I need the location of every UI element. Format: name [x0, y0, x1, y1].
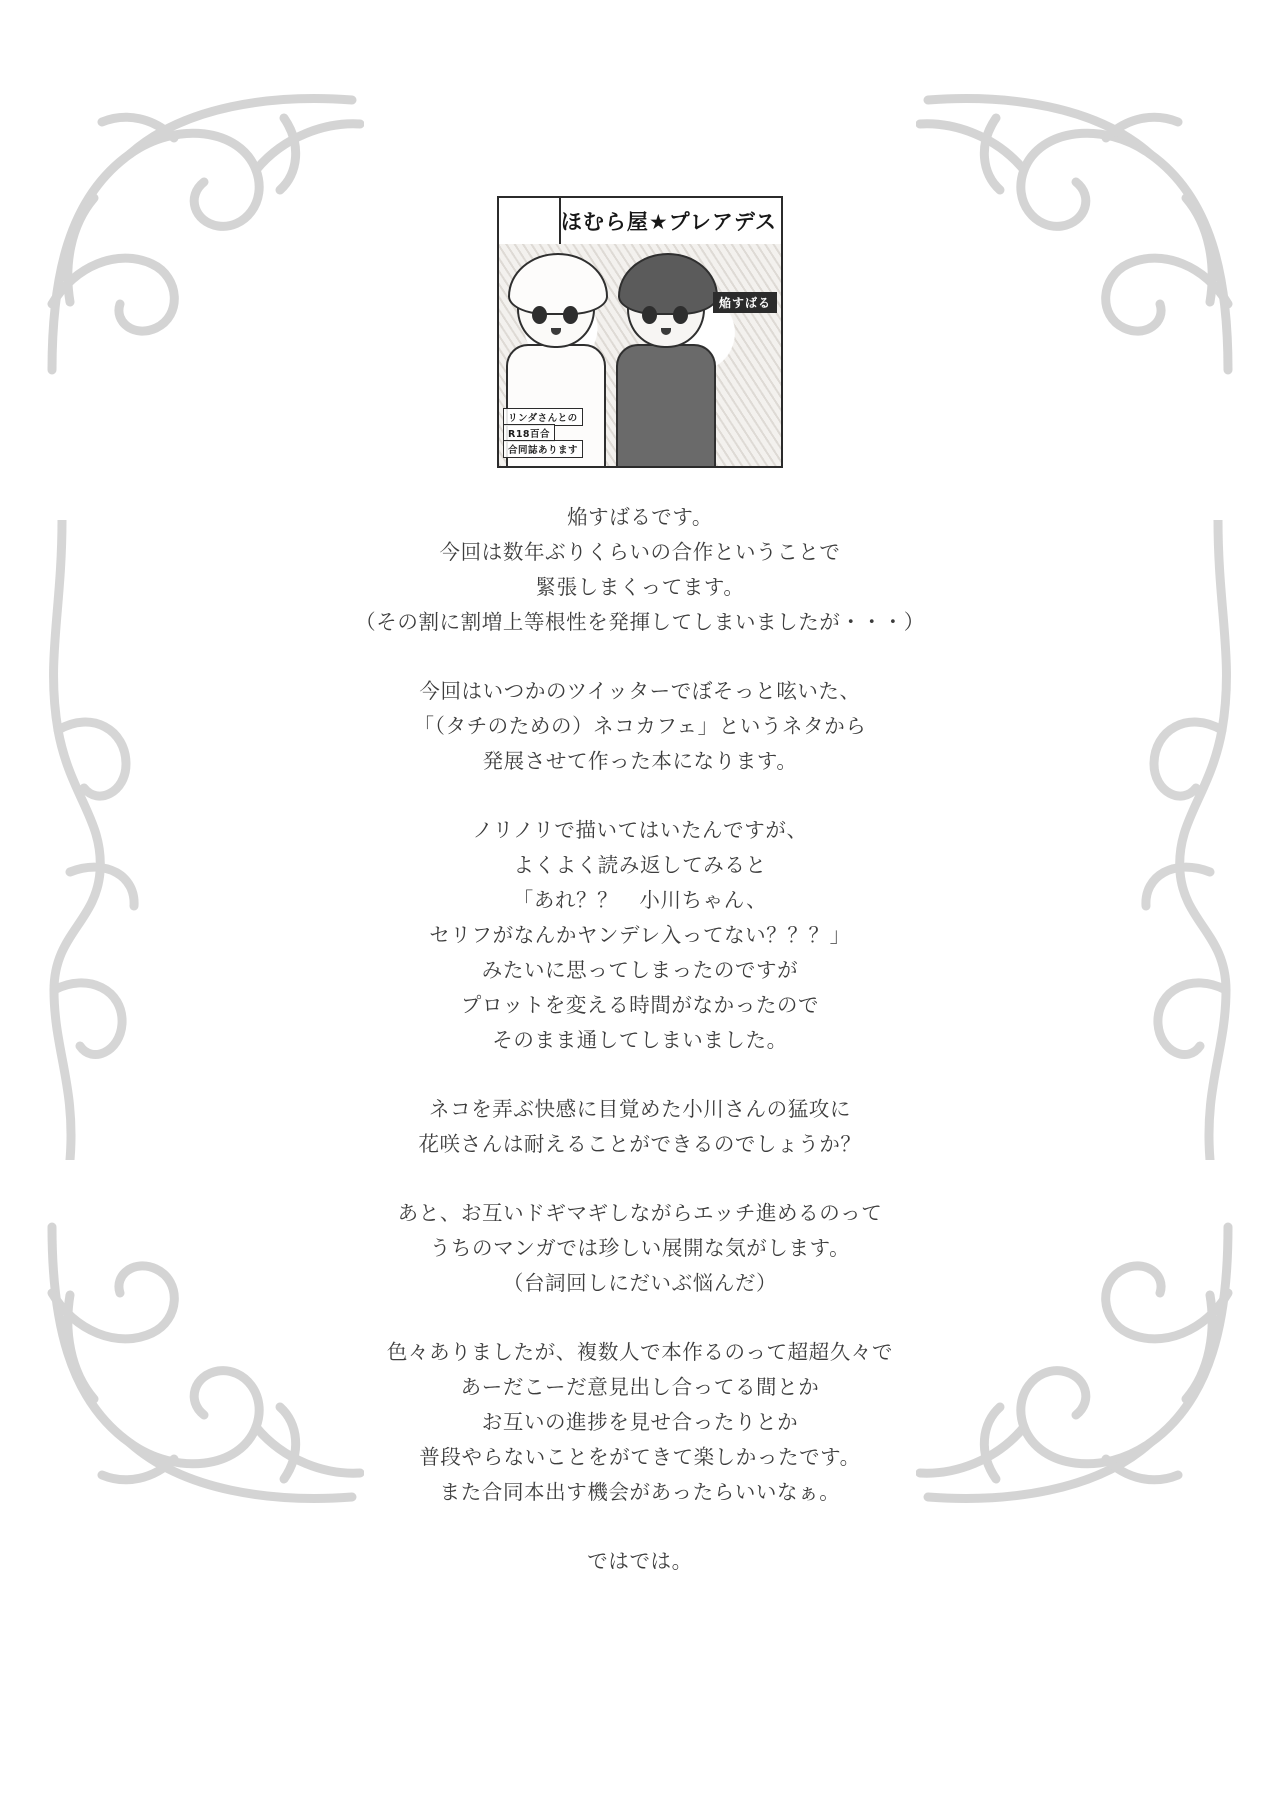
cover-artwork — [499, 244, 781, 466]
figure-mouth — [661, 328, 671, 335]
afterword-line: 今回はいつかのツイッターでぼそっと呟いた、 — [419, 679, 861, 703]
afterword-line: あーだこーだ意見出し合ってる間とか — [460, 1375, 820, 1399]
cover-titlebar — [499, 198, 781, 246]
afterword-line: （その割に割増上等根性を発揮してしまいましたが・・・） — [355, 610, 925, 634]
afterword-paragraph — [0, 1335, 1280, 1510]
afterword-line: また合同本出す機会があったらいいなぁ。 — [439, 1480, 841, 1504]
afterword-text — [0, 500, 1280, 1579]
afterword-line: 色々ありましたが、複数人で本作るのって超超久々で — [386, 1340, 894, 1364]
afterword-line: 「（タチのための）ネコカフェ」というネタから — [413, 714, 867, 738]
cover-figure-right — [627, 264, 716, 466]
cover-tag-line-2: R18百合 — [503, 424, 555, 442]
afterword-paragraph — [0, 1196, 1280, 1301]
afterword-line: うちのマンガでは珍しい展開な気がします。 — [429, 1236, 851, 1260]
figure-eye-left — [532, 306, 547, 324]
figure-head — [627, 264, 705, 348]
afterword-line: 発展させて作った本になります。 — [482, 749, 798, 773]
afterword-line: （台詞回しにだいぶ悩んだ） — [502, 1271, 778, 1295]
afterword-line: プロットを変える時間がなかったので — [460, 993, 820, 1017]
figure-head — [517, 264, 595, 348]
afterword-line: ネコを弄ぶ快感に目覚めた小川さんの猛攻に — [429, 1097, 851, 1121]
cover-tag-line-3: 合同誌あります — [503, 440, 583, 458]
figure-hair — [618, 253, 718, 315]
afterword-line: あと、お互いドギマギしながらエッチ進めるのって — [397, 1201, 883, 1225]
corner-ornament-top-left — [34, 78, 364, 378]
afterword-line: セリフがなんかヤンデレ入ってない？？？」 — [429, 923, 851, 947]
afterword-line: お互いの進捗を見せ合ったりとか — [481, 1410, 799, 1434]
afterword-line: みたいに思ってしまったのですが — [481, 958, 799, 982]
figure-eye-right — [563, 306, 578, 324]
afterword-line: 緊張しまくってます。 — [535, 575, 745, 599]
figure-eye-left — [642, 306, 657, 324]
afterword-line: 焔すばるです。 — [567, 505, 713, 529]
cover-tag-line-1: リンダさんとの — [503, 408, 583, 426]
afterword-paragraph — [0, 1544, 1280, 1579]
circle-title: ほむら屋★プレアデス — [560, 210, 777, 234]
figure-eye-right — [673, 306, 688, 324]
afterword-line: 花咲さんは耐えることができるのでしょうか？ — [418, 1132, 862, 1156]
cover-author-badge: 焔すばる — [713, 292, 777, 313]
afterword-paragraph — [0, 813, 1280, 1058]
cover-title-blank-box — [499, 198, 561, 244]
afterword-line: 普段やらないことをがてきて楽しかったです。 — [419, 1445, 861, 1469]
figure-body — [616, 344, 716, 466]
cover-frame — [497, 196, 783, 468]
afterword-line: 今回は数年ぶりくらいの合作ということで — [439, 540, 841, 564]
afterword-paragraph — [0, 500, 1280, 640]
figure-mouth — [551, 328, 561, 335]
afterword-paragraph — [0, 674, 1280, 779]
figure-hair — [508, 253, 608, 315]
afterword-line: そのまま通してしまいました。 — [492, 1028, 788, 1052]
afterword-paragraph — [0, 1092, 1280, 1162]
corner-ornament-top-right — [916, 78, 1246, 378]
afterword-line: よくよく読み返してみると — [513, 853, 767, 877]
afterword-line: 「あれ？？ 小川ちゃん、 — [512, 888, 768, 912]
cover-thumbnail — [497, 196, 783, 468]
afterword-line: ノリノリで描いてはいたんですが、 — [472, 818, 808, 842]
afterword-closing-line: ではでは。 — [587, 1549, 693, 1573]
